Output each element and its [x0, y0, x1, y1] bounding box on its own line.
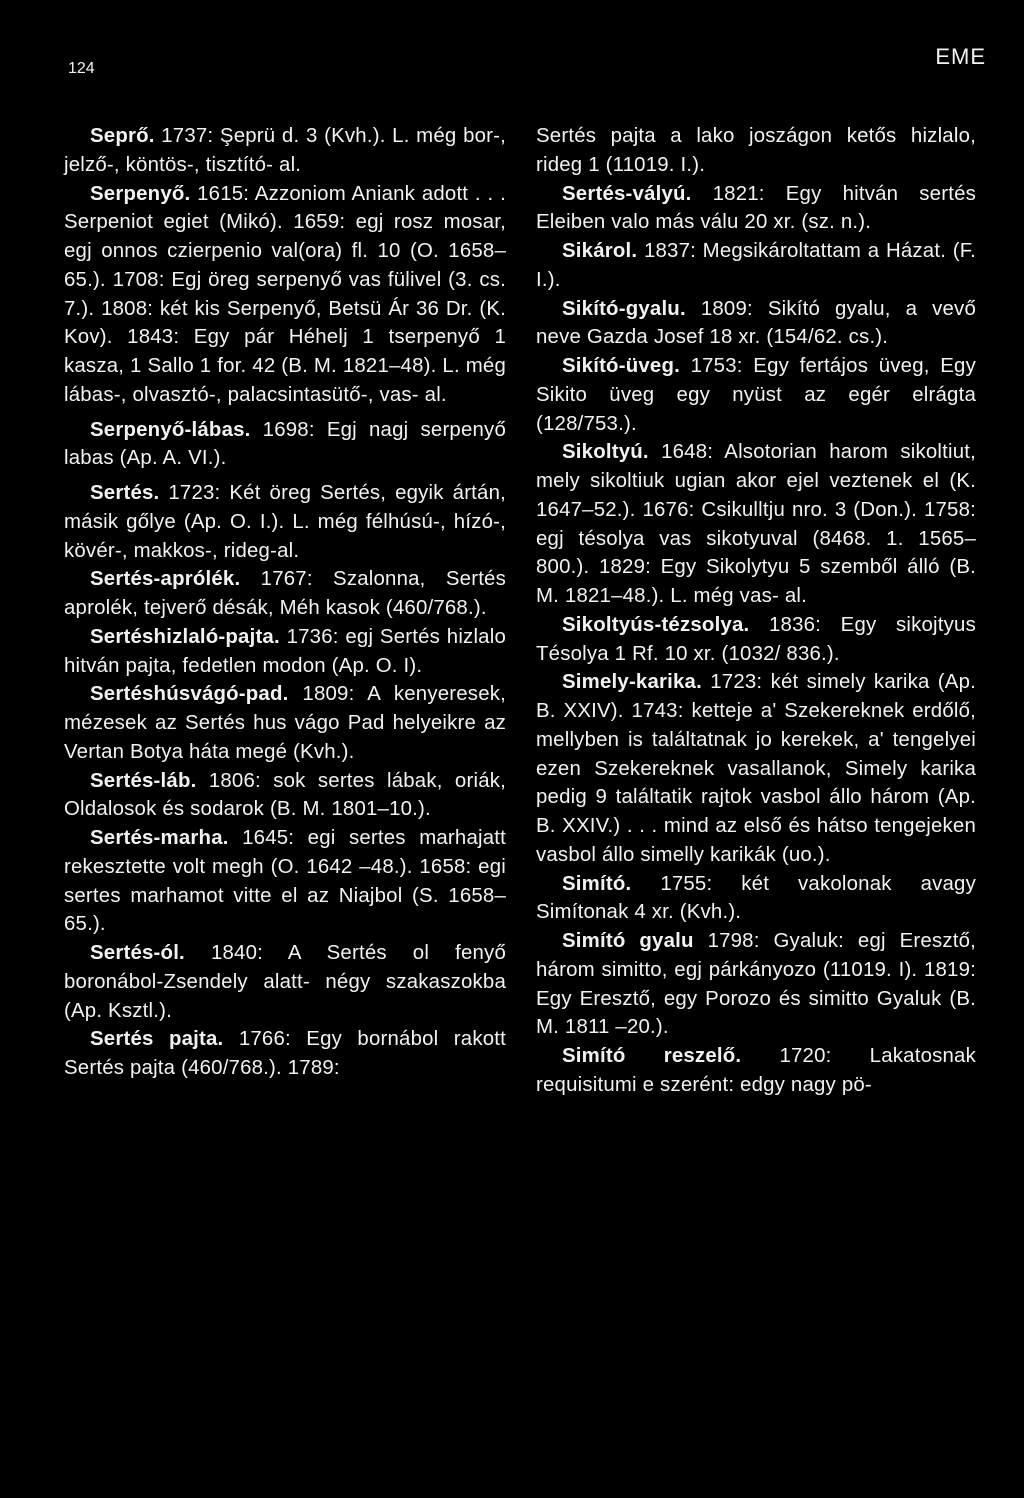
entry-body: 1736: egj Sertés hizlalo hitván pajta, fedetlen modon (Ap. O. I).: [64, 625, 506, 677]
entry-headword: Seprő.: [90, 125, 155, 147]
entry-headword: Serpenyő-lábas.: [90, 418, 251, 441]
entry-headword: Sertés-aprólék.: [90, 568, 241, 591]
entry-body: 1840: A Sertés ol fenyő boronábol-Zsendely alatt- négy szakaszokba (Ap. Ksztl.).: [64, 942, 506, 1022]
entry-headword: Sertés-ól.: [90, 942, 185, 964]
entry-body: Sertés pajta a lako joszágon ketős hizlalo, rideg 1 (11019. I.).: [536, 125, 976, 176]
dictionary-entry: [64, 767, 506, 825]
dictionary-entry: [64, 122, 506, 180]
dictionary-entry: [536, 1042, 976, 1100]
entry-body: 1806: sok sertes lábak, oriák, Oldalosok és sodarok (B. M. 1801–10.).: [64, 769, 506, 821]
dictionary-entry: [536, 927, 976, 1042]
entry-headword: Sertés-láb.: [90, 769, 197, 792]
entry-headword: Sikoltyú.: [562, 441, 649, 464]
dictionary-entry: [64, 565, 506, 623]
dictionary-entry: [64, 680, 506, 766]
dictionary-entry: [64, 1025, 506, 1083]
entry-body: 1698: Egj nagj serpenyő labas (Ap. A. VI.).: [64, 418, 506, 470]
entry-headword: Sertés pajta.: [90, 1028, 224, 1051]
entry-body: 1798: Gyaluk: egj Eresztő, három simitto, egj párkányozo (11019. I). 1819: Egy Eresztő, egy Porozo és simitto Gyaluk (B. M. 1811 –20.).: [536, 930, 977, 1039]
entry-body: 1836: Egy sikojtyus Tésolya 1 Rf. 10 xr. (1032/ 836.).: [536, 613, 976, 665]
entry-body: 1753: Egy fertájos üveg, Egy Sikito üveg egy nyüst az egér elrágta (128/753.).: [536, 355, 976, 435]
entry-body: 1720: Lakatosnak requisitumi e szerént: edgy nagy pö-: [536, 1045, 976, 1096]
entry-headword: Sertéshúsvágó-pad.: [90, 683, 289, 706]
entry-headword: Sertéshizlaló-pajta.: [90, 625, 280, 648]
entry-headword: Sikárol.: [562, 240, 638, 262]
entry-body: 1767: Szalonna, Sertés aprolék, tejverő désák, Méh kasok (460/768.).: [64, 568, 506, 619]
entry-body: 1723: két simely karika (Ap. B. XXIV). 1743: ketteje a' Szekereknek erdőlő, mellyben is találtatnak jo kerekek, a' tengelyei ezen Szekereknek vasallanok, Simely karika pedig 9 találtatik rajtok vasbol állo három (Ap. B. XXIV.) . . . mind az első és hátso tengejeken vasbol állo simelly karikák (uo.).: [536, 671, 976, 866]
dictionary-entry: [536, 438, 976, 611]
entry-headword: Simító gyalu: [562, 930, 694, 952]
entry-body: 1723: Két öreg Sertés, egyik ártán, másik gőlye (Ap. O. I.). L. még félhúsú-, hízó-, kövér-, makkos-, rideg-al.: [64, 482, 506, 562]
entry-headword: Sertés-marha.: [90, 827, 229, 849]
dictionary-entry: [536, 237, 976, 295]
dictionary-entry: [64, 824, 506, 939]
dictionary-entry: [536, 352, 976, 438]
entry-body: 1645: egi sertes marhajatt rekesztette volt megh (O. 1642 –48.). 1658: egi sertes marhamot vitte el az Niajbol (S. 1658–65.).: [64, 827, 506, 936]
dictionary-entry: [64, 416, 506, 474]
entry-body: 1766: Egy bornábol rakott Sertés pajta (460/768.). 1789:: [64, 1028, 506, 1079]
entry-body: 1755: két vakolonak avagy Simítonak 4 xr. (Kvh.).: [536, 872, 976, 924]
dictionary-entry: [64, 939, 506, 1025]
entry-body: 1809: Sikító gyalu, a vevő neve Gazda Josef 18 xr. (154/62. cs.).: [536, 297, 976, 349]
entry-body: 1615: Azzoniom Aniank adott . . . Serpeniot egiet (Mikó). 1659: egj rosz mosar, egj onnos czierpenio val(ora) fl. 10 (O. 1658–65.). 1708: Egj öreg serpenyő vas fülivel (3. cs. 7.). 1808: két kis Serpenyő, Betsü Ár 36 Dr. (K. Kov). 1843: Egy pár Héhelj 1 tserpenyő 1 kasza, 1 Sallo 1 for. 42 (B. M. 1821–48). L. még lábas-, olvasztó-, palacsintasütő-, vas- al.: [64, 182, 506, 406]
entry-headword: Sikoltyús-tézsolya.: [562, 613, 750, 636]
dictionary-entry: [536, 180, 976, 238]
dictionary-entry: [536, 668, 976, 869]
entry-headword: Serpenyő.: [90, 182, 191, 205]
entry-body: 1837: Megsikároltattam a Házat. (F. I.).: [536, 240, 976, 291]
left-column: [64, 122, 506, 1083]
dictionary-entry: [64, 479, 506, 565]
dictionary-entry: [64, 180, 506, 410]
entry-headword: Simító reszelő.: [562, 1045, 742, 1067]
entry-headword: Sikító-üveg.: [562, 355, 680, 377]
entry-headword: Simító.: [562, 872, 632, 895]
dictionary-entry: [536, 295, 976, 353]
page-number: 124: [68, 60, 95, 77]
dictionary-entry: [64, 623, 506, 681]
entry-headword: Sertés-vályú.: [562, 182, 692, 205]
dictionary-entry: [536, 870, 976, 928]
right-column: [536, 122, 976, 1100]
entry-headword: Simely-karika.: [562, 671, 702, 694]
entry-headword: Sertés.: [90, 482, 160, 504]
entry-body: 1809: A kenyeresek, mézesek az Sertés hus vágo Pad helyeikre az Vertan Botya háta megé (Kvh.).: [64, 683, 506, 763]
entry-body: 1821: Egy hitván sertés Eleiben valo más válu 20 xr. (sz. n.).: [536, 182, 976, 234]
entry-body: 1737: Şeprü d. 3 (Kvh.). L. még bor-, jelző-, köntös-, tisztító- al.: [64, 125, 506, 176]
dictionary-entry: [536, 611, 976, 669]
running-head: EME: [935, 44, 986, 69]
dictionary-entry-continuation: [536, 122, 976, 180]
entry-headword: Sikító-gyalu.: [562, 297, 686, 320]
entry-body: 1648: Alsotorian harom sikoltiut, mely sikoltiuk ugian akor ejel veztenek el (K. 1647–52.). 1676: Csikulltju nro. 3 (Don.). 1758: egj tésolya vas sikotyuval (8468. 1. 1565–800.). 1829: Egy Sikolytyu 5 szemből álló (B. M. 1821–48.). L. még vas- al.: [536, 441, 976, 607]
